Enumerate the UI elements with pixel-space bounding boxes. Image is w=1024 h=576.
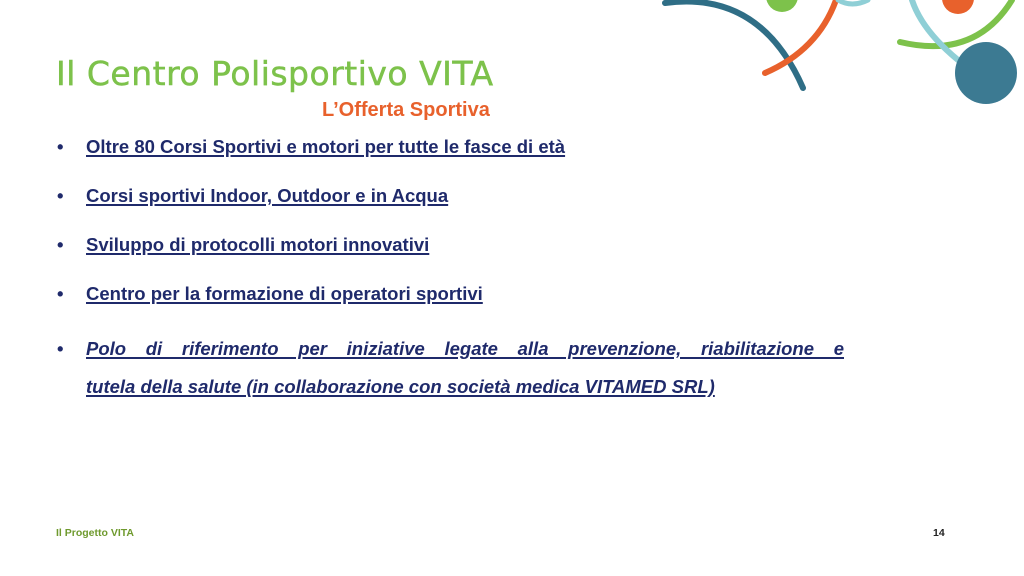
teal-arc-shape bbox=[665, 1, 803, 88]
orange-arc-shape bbox=[765, 0, 836, 73]
bullet-text-line-1: Polo di riferimento per iniziative legate alla prevenzione, riabilitazione e bbox=[86, 338, 844, 359]
bullet-item bbox=[56, 183, 856, 208]
green-arc-shape bbox=[900, 0, 1012, 46]
footer-project-label: Il Progetto VITA bbox=[56, 527, 134, 539]
slide-subtitle: L’Offerta Sportiva bbox=[322, 99, 490, 121]
bullet-text: Corsi sportivi Indoor, Outdoor e in Acqua bbox=[86, 185, 449, 206]
bullet-marker: • bbox=[57, 185, 64, 206]
green-dot-shape bbox=[766, 0, 798, 12]
bullet-text-line-2: tutela della salute (in collaborazione con società medica VITAMED SRL) bbox=[86, 376, 715, 397]
bullet-item bbox=[56, 281, 856, 306]
bullet-text: Centro per la formazione di operatori sportivi bbox=[86, 283, 483, 304]
bullet-item bbox=[56, 134, 856, 159]
light-teal-arc-shape bbox=[912, 0, 985, 80]
bullet-marker: • bbox=[57, 234, 64, 255]
bullet-marker: • bbox=[57, 136, 64, 157]
slide-title: Il Centro Polisportivo VITA bbox=[56, 54, 494, 93]
orange-dot-shape bbox=[942, 0, 974, 14]
page-number: 14 bbox=[933, 527, 945, 539]
bullet-text: Oltre 80 Corsi Sportivi e motori per tutte le fasce di età bbox=[86, 136, 566, 157]
bullet-item bbox=[56, 232, 856, 257]
bullet-marker: • bbox=[57, 283, 64, 304]
bullet-marker: • bbox=[57, 338, 64, 359]
bullet-item-italic bbox=[56, 330, 856, 406]
bullet-text: Sviluppo di protocolli motori innovativi bbox=[86, 234, 430, 255]
blue-dot-shape bbox=[955, 42, 1017, 104]
light-teal-top-arc-shape bbox=[838, 0, 868, 4]
bullet-list bbox=[56, 134, 856, 430]
